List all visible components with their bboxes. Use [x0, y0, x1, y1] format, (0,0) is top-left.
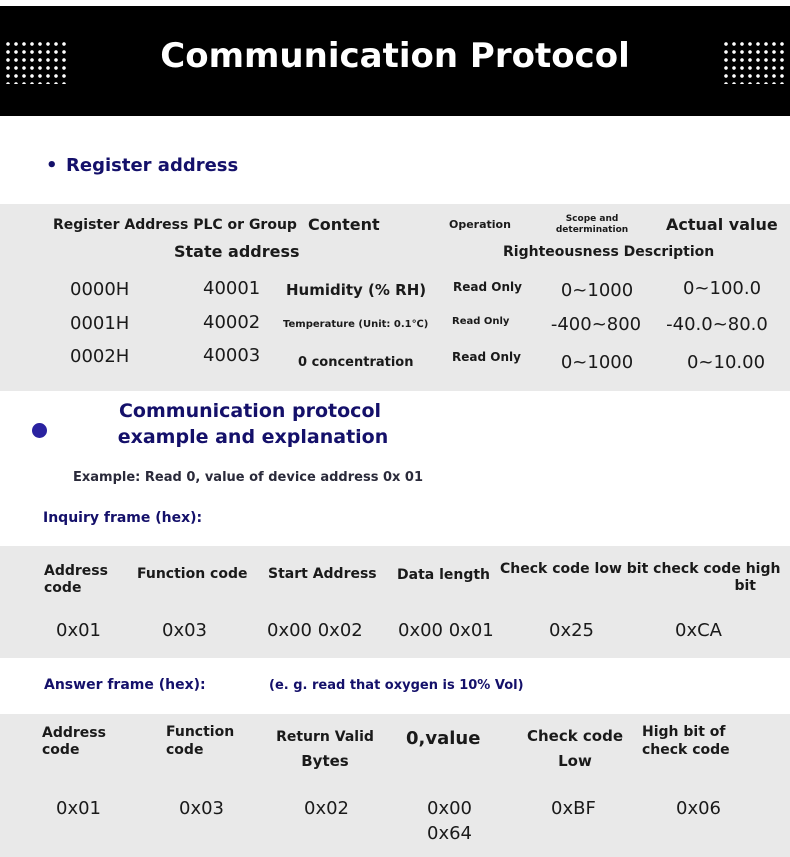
row1-operation: Read Only	[453, 280, 522, 294]
inquiry-header-address-line2: code	[44, 580, 82, 596]
inquiry-value-function: 0x03	[162, 620, 208, 641]
inquiry-value-check-high: 0xCA	[675, 620, 722, 641]
answer-value-data-high: 0x00	[427, 798, 473, 819]
answer-table	[0, 714, 790, 857]
row1-actual: 0~100.0	[682, 278, 762, 299]
header-state-address: State address	[174, 242, 300, 261]
answer-note: (e. g. read that oxygen is 10% Vol)	[269, 678, 524, 693]
row1-content: Humidity (% RH)	[286, 281, 427, 299]
inquiry-header-address-line1: Address	[44, 563, 108, 579]
answer-header-high-line2: check code	[642, 742, 730, 758]
inquiry-header-length: Data length	[397, 567, 491, 583]
answer-value-bytes: 0x02	[304, 798, 350, 819]
header-scope-line1: Scope and	[565, 214, 619, 224]
header-actual-value: Actual value	[666, 215, 778, 234]
header-scope-line2: determination	[555, 225, 629, 235]
row2-actual: -40.0~80.0	[666, 314, 768, 335]
answer-header-value: 0,value	[406, 728, 481, 749]
example-text: Example: Read 0, value of device address 0x 01	[73, 470, 424, 485]
inquiry-title: Inquiry frame (hex):	[43, 510, 203, 526]
inquiry-value-length: 0x00 0x01	[398, 620, 494, 641]
answer-value-address: 0x01	[56, 798, 102, 819]
inquiry-table	[0, 546, 790, 658]
answer-value-check-high: 0x06	[676, 798, 722, 819]
example-heading-line1: Communication protocol	[118, 400, 382, 422]
page-title: Communication Protocol	[160, 36, 630, 76]
header-operation: Operation	[449, 218, 511, 231]
example-heading-line2: example and explanation	[117, 426, 389, 448]
page-header	[0, 6, 790, 116]
dot-grid-right-decoration	[722, 40, 786, 84]
row1-register: 0000H	[70, 279, 130, 300]
row3-content: 0 concentration	[298, 355, 414, 370]
inquiry-header-check-line1: Check code low bit check code high	[500, 561, 781, 577]
example-bullet-dot	[32, 423, 47, 438]
answer-value-check-low: 0xBF	[551, 798, 596, 819]
answer-header-check-line2: Low	[558, 752, 592, 770]
row1-scope: 0~1000	[560, 280, 634, 301]
row2-operation: Read Only	[452, 316, 510, 327]
inquiry-value-address: 0x01	[56, 620, 102, 641]
row1-plc: 40001	[203, 278, 261, 299]
answer-header-address-line2: code	[42, 742, 80, 758]
answer-header-check-line1: Check code	[526, 727, 624, 745]
row3-plc: 40003	[203, 345, 261, 366]
answer-title: Answer frame (hex):	[44, 677, 206, 693]
inquiry-header-check-line2: bit	[734, 578, 756, 594]
row2-scope: -400~800	[550, 314, 642, 335]
inquiry-header-function: Function code	[137, 566, 248, 582]
answer-header-return-line1: Return Valid	[276, 729, 374, 745]
header-description: Righteousness Description	[503, 244, 715, 260]
answer-header-function-line2: code	[166, 742, 204, 758]
register-table	[0, 204, 790, 391]
register-heading: Register address	[66, 155, 239, 176]
row2-content: Temperature (Unit: 0.1℃)	[283, 319, 429, 330]
row2-plc: 40002	[203, 312, 261, 333]
header-content: Content	[308, 215, 380, 234]
inquiry-value-start: 0x00 0x02	[267, 620, 363, 641]
answer-value-function: 0x03	[179, 798, 225, 819]
header-register-address: Register Address PLC or Group	[53, 217, 297, 233]
row2-register: 0001H	[70, 313, 130, 334]
answer-header-return-line2: Bytes	[301, 752, 349, 770]
row3-actual: 0~10.00	[686, 352, 766, 373]
answer-value-data-low: 0x64	[427, 823, 473, 844]
answer-header-function-line1: Function	[166, 724, 235, 740]
register-bullet: •	[46, 155, 58, 176]
inquiry-header-start: Start Address	[268, 566, 377, 582]
inquiry-value-check-low: 0x25	[549, 620, 595, 641]
answer-header-address-line1: Address	[42, 725, 106, 741]
row3-operation: Read Only	[452, 350, 521, 364]
row3-scope: 0~1000	[560, 352, 634, 373]
answer-header-high-line1: High bit of	[642, 724, 726, 740]
row3-register: 0002H	[70, 346, 130, 367]
